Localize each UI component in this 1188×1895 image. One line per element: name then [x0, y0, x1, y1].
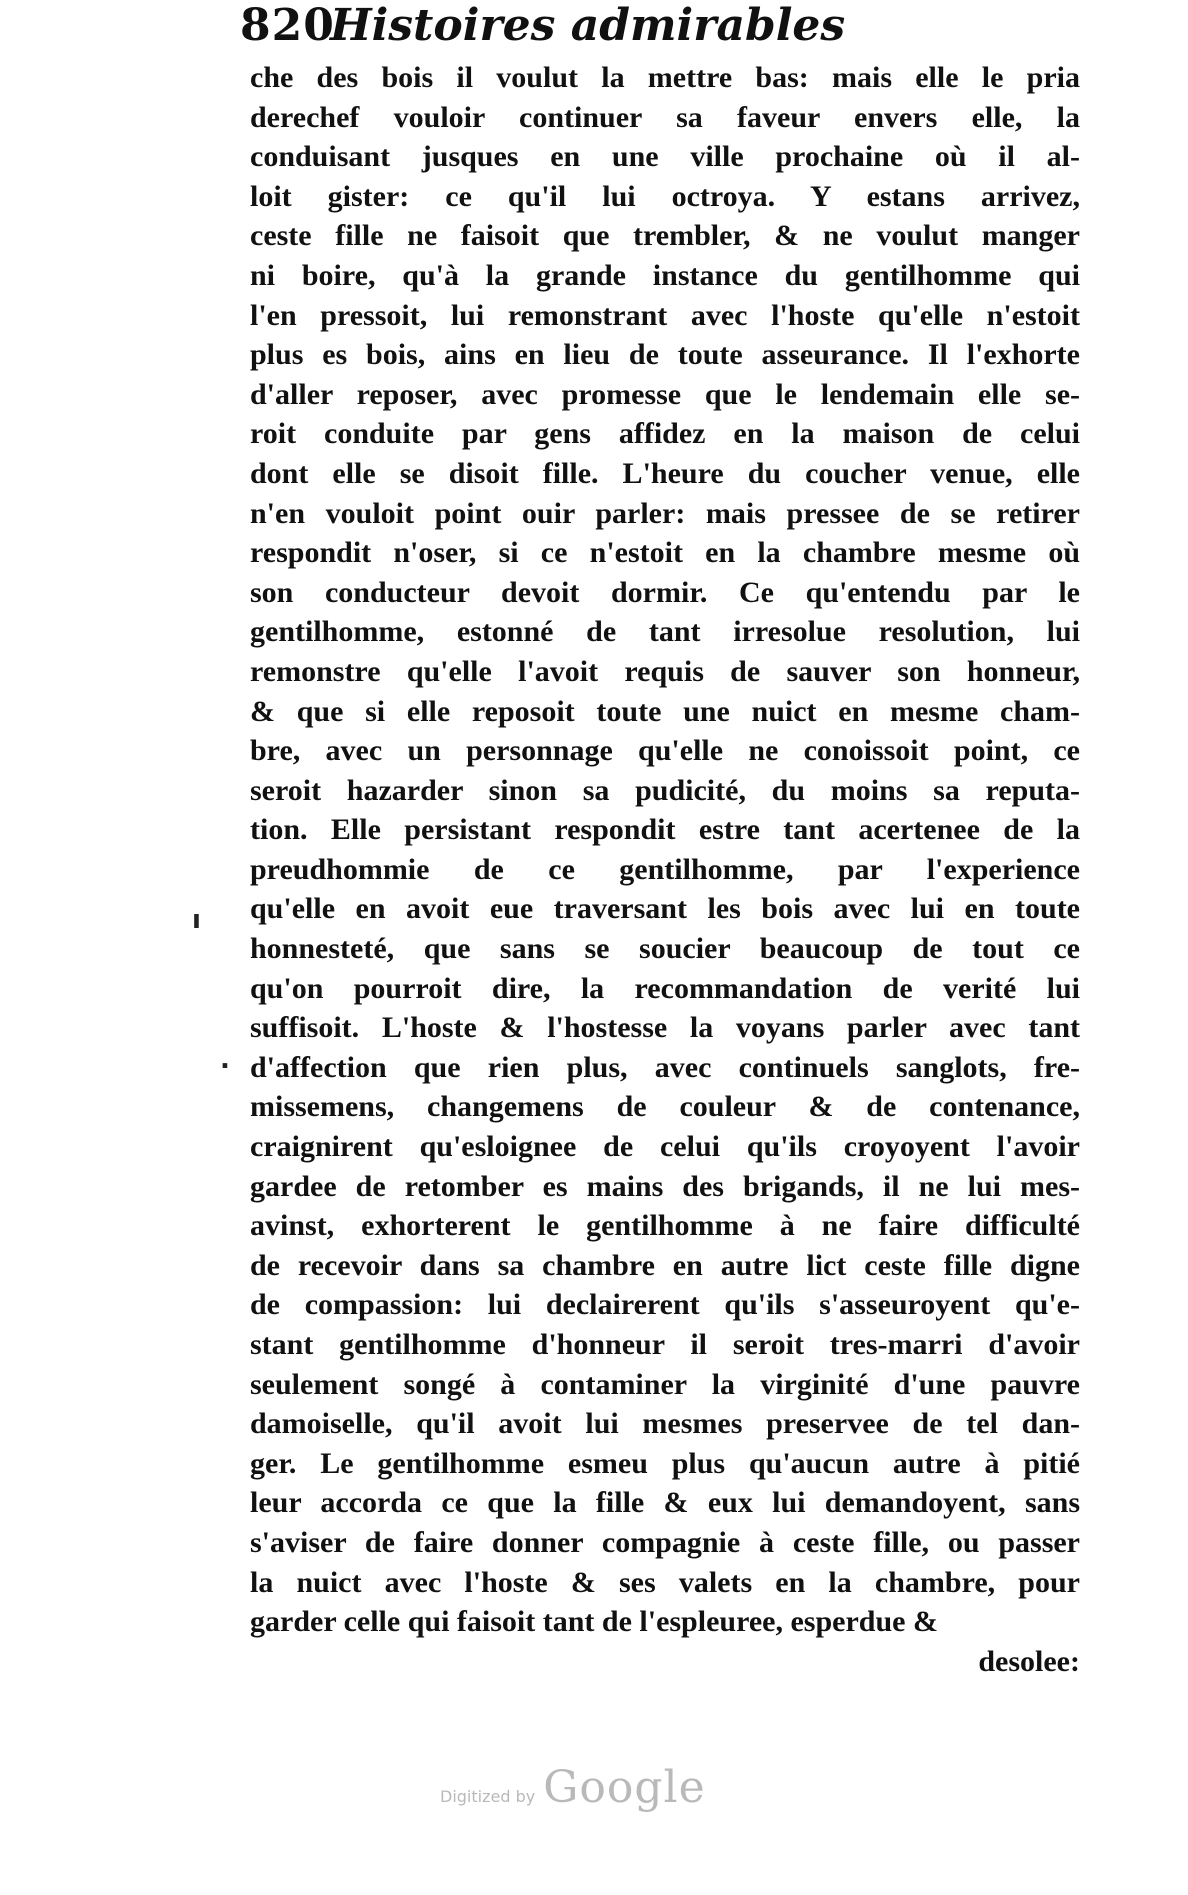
- text-line: missemens, changemens de couleur & de contenance,: [250, 1090, 1080, 1124]
- text-line: craignirent qu'esloignee de celui qu'ils croyoyent l'avoir: [250, 1130, 1080, 1164]
- text-line: la nuict avec l'hoste & ses valets en la chambre, pour: [250, 1565, 1080, 1599]
- text-line: ni boire, qu'à la grande instance du gentilhomme qui: [250, 258, 1080, 292]
- body-text: [250, 58, 1080, 1681]
- text-line: plus es bois, ains en lieu de toute asseurance. Il l'exhorte: [250, 338, 1080, 372]
- text-line: honnesteté, que sans se soucier beaucoup de tout ce: [250, 932, 1080, 966]
- page-number: 820: [240, 0, 335, 51]
- text-line: gentilhomme, estonné de tant irresolue resolution, lui: [250, 615, 1080, 649]
- text-line: seulement songé à contaminer la virginité d'une pauvre: [250, 1367, 1080, 1401]
- text-line: d'affection que rien plus, avec continuels sanglots, fre-: [250, 1050, 1080, 1084]
- text-line: son conducteur devoit dormir. Ce qu'entendu par le: [250, 575, 1080, 609]
- watermark-prefix: Digitized by: [440, 1787, 536, 1806]
- text-line: l'en pressoit, lui remonstrant avec l'hoste qu'elle n'estoit: [250, 298, 1080, 332]
- text-line: qu'on pourroit dire, la recommandation de verité lui: [250, 971, 1080, 1005]
- text-line: tion. Elle persistant respondit estre tant acertenee de la: [250, 813, 1080, 847]
- margin-tick-mark: ı: [192, 905, 201, 935]
- text-line: d'aller reposer, avec promesse que le lendemain elle se-: [250, 377, 1080, 411]
- text-line: & que si elle reposoit toute une nuict en mesme cham-: [250, 694, 1080, 728]
- text-line: roit conduite par gens affidez en la maison de celui: [250, 417, 1080, 451]
- text-line: bre, avec un personnage qu'elle ne conoissoit point, ce: [250, 734, 1080, 768]
- text-line: avinst, exhorterent le gentilhomme à ne faire difficulté: [250, 1209, 1080, 1243]
- margin-dot-mark: .: [220, 1045, 230, 1075]
- text-line: loit gister: ce qu'il lui octroya. Y estans arrivez,: [250, 179, 1080, 213]
- text-line: garder celle qui faisoit tant de l'espleuree, esperdue &: [250, 1605, 938, 1639]
- text-line: de compassion: lui declairerent qu'ils s'asseuroyent qu'e-: [250, 1288, 1080, 1322]
- text-line: dont elle se disoit fille. L'heure du coucher venue, elle: [250, 456, 1080, 490]
- text-line: damoiselle, qu'il avoit lui mesmes preservee de tel dan-: [250, 1407, 1080, 1441]
- text-line: preudhommie de ce gentilhomme, par l'experience: [250, 852, 1080, 886]
- text-line: de recevoir dans sa chambre en autre lict ceste fille digne: [250, 1248, 1080, 1282]
- text-line: n'en vouloit point ouir parler: mais pressee de se retirer: [250, 496, 1080, 530]
- text-line: seroit hazarder sinon sa pudicité, du moins sa reputa-: [250, 773, 1080, 807]
- text-line: leur accorda ce que la fille & eux lui demandoyent, sans: [250, 1486, 1080, 1520]
- text-line: conduisant jusques en une ville prochaine où il al-: [250, 140, 1080, 174]
- text-line: stant gentilhomme d'honneur il seroit tres-marri d'avoir: [250, 1328, 1080, 1361]
- text-line: ceste fille ne faisoit que trembler, & ne voulut manger: [250, 219, 1080, 253]
- text-line: suffisoit. L'hoste & l'hostesse la voyans parler avec tant: [250, 1011, 1080, 1045]
- catchword: desolee:: [978, 1644, 1080, 1678]
- digitized-by-google-watermark: [440, 1762, 740, 1822]
- text-line: gardee de retomber es mains des brigands, il ne lui mes-: [250, 1169, 1080, 1203]
- text-line: remonstre qu'elle l'avoit requis de sauver son honneur,: [250, 654, 1080, 688]
- text-line: che des bois il voulut la mettre bas: mais elle le pria: [250, 61, 1080, 94]
- text-line: ger. Le gentilhomme esmeu plus qu'aucun autre à pitié: [250, 1446, 1080, 1480]
- running-title: Histoires admirables: [330, 0, 846, 51]
- text-line: derechef vouloir continuer sa faveur envers elle, la: [250, 100, 1080, 134]
- text-line: s'aviser de faire donner compagnie à ceste fille, ou passer: [250, 1525, 1080, 1559]
- google-logo-text: Google: [543, 1762, 706, 1813]
- text-line: respondit n'oser, si ce n'estoit en la chambre mesme où: [250, 536, 1080, 570]
- text-line: qu'elle en avoit eue traversant les bois avec lui en toute: [250, 892, 1080, 926]
